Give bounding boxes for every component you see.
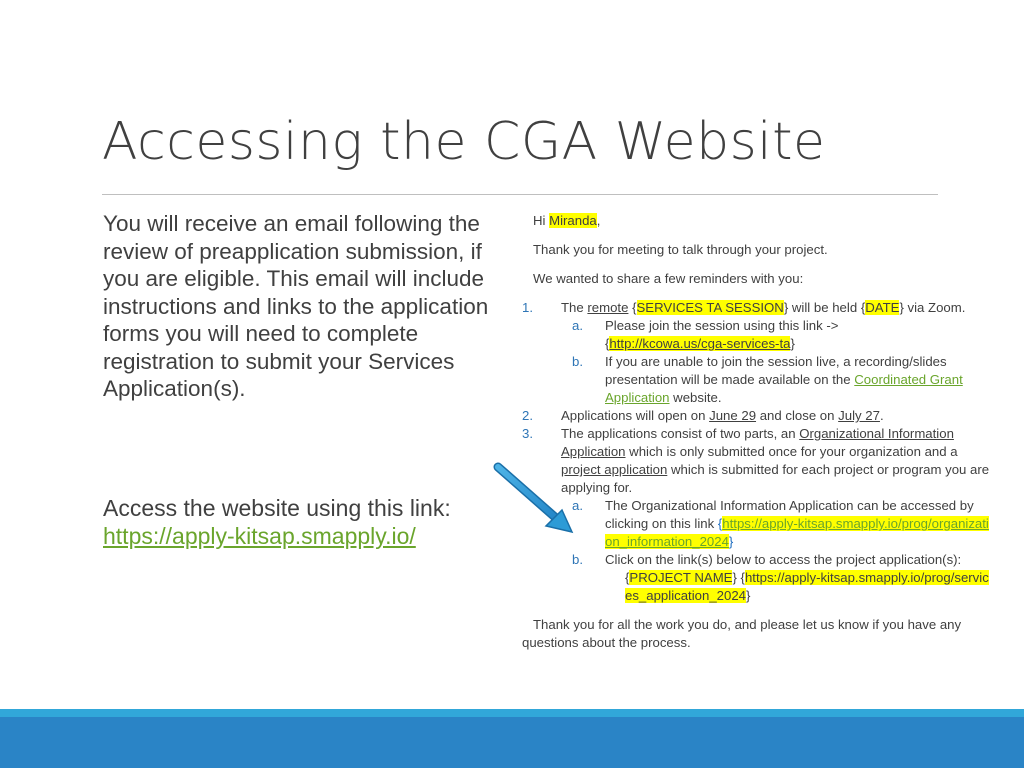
greeting-suffix: , [596, 213, 601, 228]
list-letter: b. [572, 552, 583, 567]
access-text: Access the website using this link: [103, 495, 451, 521]
item3a-text: The Organizational Information Application can be accessed by clicking on this link [605, 498, 974, 531]
item3b-text: Click on the link(s) below to access the project application(s): [605, 552, 962, 567]
item1-text: The [561, 300, 588, 315]
item1-text: { [628, 300, 637, 315]
item2-text: . [879, 408, 884, 423]
intro-paragraph: You will receive an email following the review of preapplication submission, if you are eligible. This email will include instructions and links to the application forms you will need to complete registration to submit your Services Application(s). [103, 211, 489, 401]
project-name-placeholder: PROJECT NAME [629, 570, 733, 585]
session-link[interactable]: http://kcowa.us/cga-services-ta [609, 336, 791, 351]
close-date: July 27 [838, 408, 880, 423]
item1a-text: Please join the session using this link -> [605, 318, 839, 333]
project-app-label: project application [561, 462, 668, 477]
access-link[interactable]: https://apply-kitsap.smapply.io/ [103, 523, 416, 549]
slide-title: Accessing the CGA Website [102, 112, 826, 172]
list-letter: a. [572, 318, 583, 333]
services-application-link[interactable]: https://apply-kitsap.smapply.io/prog/services_application_2024 [625, 570, 989, 603]
cga-website-link[interactable]: Coordinated Grant Application [605, 372, 963, 405]
item1-remote: remote [587, 300, 629, 315]
list-number: 1. [522, 300, 533, 315]
item1a-brace: { [605, 336, 610, 351]
item3-text: The applications consist of two parts, an [561, 426, 800, 441]
footer-stripe [0, 709, 1024, 717]
date-placeholder: DATE [865, 300, 900, 315]
item3a-brace: { [717, 516, 723, 531]
project-brace: } [746, 588, 751, 603]
item3a-brace: } [728, 534, 734, 549]
project-brace: { [625, 570, 630, 585]
open-date: June 29 [709, 408, 757, 423]
org-app-label: Organizational Information Application [561, 426, 954, 459]
item1b-text: If you are unable to join the session live, a recording/slides presentation will be made available on the [605, 354, 947, 387]
item2-text: Applications will open on [561, 408, 710, 423]
email-thanks-meeting: Thank you for meeting to talk through your project. [533, 242, 828, 257]
session-placeholder: SERVICES TA SESSION [636, 300, 784, 315]
footer-bar [0, 717, 1024, 768]
list-number: 3. [522, 426, 533, 441]
email-reminders-intro: We wanted to share a few reminders with you: [533, 271, 804, 286]
list-number: 2. [522, 408, 533, 423]
item1a-brace: } [790, 336, 795, 351]
item1b-text: website. [669, 390, 722, 405]
list-letter: b. [572, 354, 583, 369]
greeting-prefix: Hi [533, 213, 550, 228]
item1-text: } via Zoom. [899, 300, 966, 315]
project-brace: } { [732, 570, 745, 585]
item3-text: which is submitted for each project or program you are applying for. [561, 462, 990, 495]
list-letter: a. [572, 498, 583, 513]
org-info-link[interactable]: https://apply-kitsap.smapply.io/prog/organization_information_2024 [605, 516, 989, 549]
recipient-name: Miranda [549, 213, 597, 228]
item1-text: } will be held { [783, 300, 866, 315]
email-closing: Thank you for all the work you do, and please let us know if you have any questions about the process. [522, 617, 962, 650]
item2-text: and close on [756, 408, 839, 423]
item3-text: which is only submitted once for your organization and a [625, 444, 958, 459]
